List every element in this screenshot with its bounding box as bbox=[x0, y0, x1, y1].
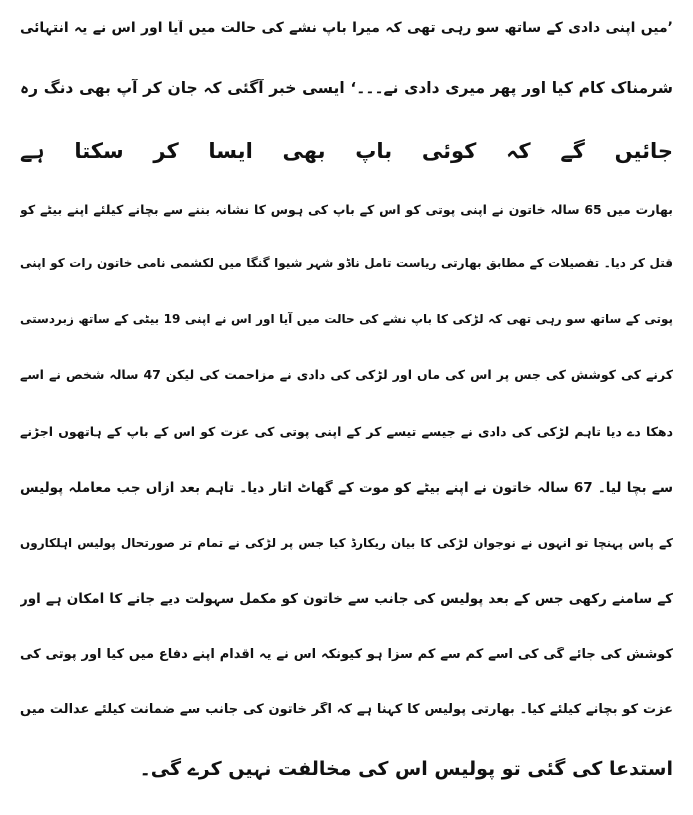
article-line-7: کے پاس پہنچا تو انہوں نے نوجوان لڑکی کا بیان ریکارڈ کیا جس پر لڑکی نے تمام تر صورتحال پولیس اہلکاروں bbox=[20, 536, 673, 550]
article-line-9: کوشش کی جائے گی کی اسے کم سے کم سزا ہو کیونکہ اس نے یہ اقدام اپنے دفاع میں کیا اور پوتی کی bbox=[20, 647, 673, 662]
article-line-11: استدعا کی گئی تو پولیس اس کی مخالفت نہیں کرے گی۔ bbox=[139, 758, 673, 780]
headline-line-1: ’میں اپنی دادی کے ساتھ سو رہی تھی کہ میرا باپ نشے کی حالت میں آیا اور اس نے یہ انتہائی bbox=[20, 20, 673, 36]
article-line-2: قتل کر دیا۔ تفصیلات کے مطابق بھارتی ریاست تامل ناڈو شہر شیوا گنگا میں لکشمی نامی خاتون رات کو اپنی bbox=[20, 256, 673, 270]
headline-line-2: شرمناک کام کیا اور پھر میری دادی نے۔۔۔‘ ایسی خبر آگئی کہ جان کر آپ بھی دنگ رہ bbox=[20, 79, 673, 97]
article-line-3: پوتی کے ساتھ سو رہی تھی کہ لڑکی کا باپ نشے کی حالت میں آیا اور اس نے اپنی 19 بیٹی کے ساتھ زبردستی bbox=[20, 312, 673, 326]
article-line-1: بھارت میں 65 سالہ خاتون نے اپنی پوتی کو اس کے باپ کی ہوس کا نشانہ بننے سے بچانے کیلئے اپنے بیٹے کو bbox=[20, 202, 673, 217]
article-line-8: کے سامنے رکھی جس کے بعد پولیس کی جانب سے خاتون کو مکمل سہولت دیے جانے کا امکان ہے اور bbox=[20, 591, 673, 607]
article-line-4: کرنے کی کوشش کی جس پر اس کی ماں اور لڑکی کی دادی نے مزاحمت کی لیکن 47 سالہ شخص نے اسے bbox=[20, 367, 673, 382]
article-line-5: دھکا دے دیا تاہم لڑکی کی دادی نے جیسے تیسے کر کے اپنی پوتی کی عزت کو اس کے باپ کے ہاتھوں اجڑنے bbox=[20, 424, 673, 439]
article-line-10: عزت کو بچانے کیلئے کیا۔ بھارتی پولیس کا کہنا ہے کہ اگر خاتون کی جانب سے ضمانت کیلئے عدالت میں bbox=[20, 702, 673, 717]
article-line-6: سے بچا لیا۔ 67 سالہ خاتون نے اپنے بیٹے کو موت کے گھاٹ اتار دیا۔ تاہم بعد ازاں جب معاملہ پولیس bbox=[20, 480, 673, 496]
headline-line-3: جائیں گے کہ کوئی باپ بھی ایسا کر سکتا ہے bbox=[20, 139, 673, 163]
